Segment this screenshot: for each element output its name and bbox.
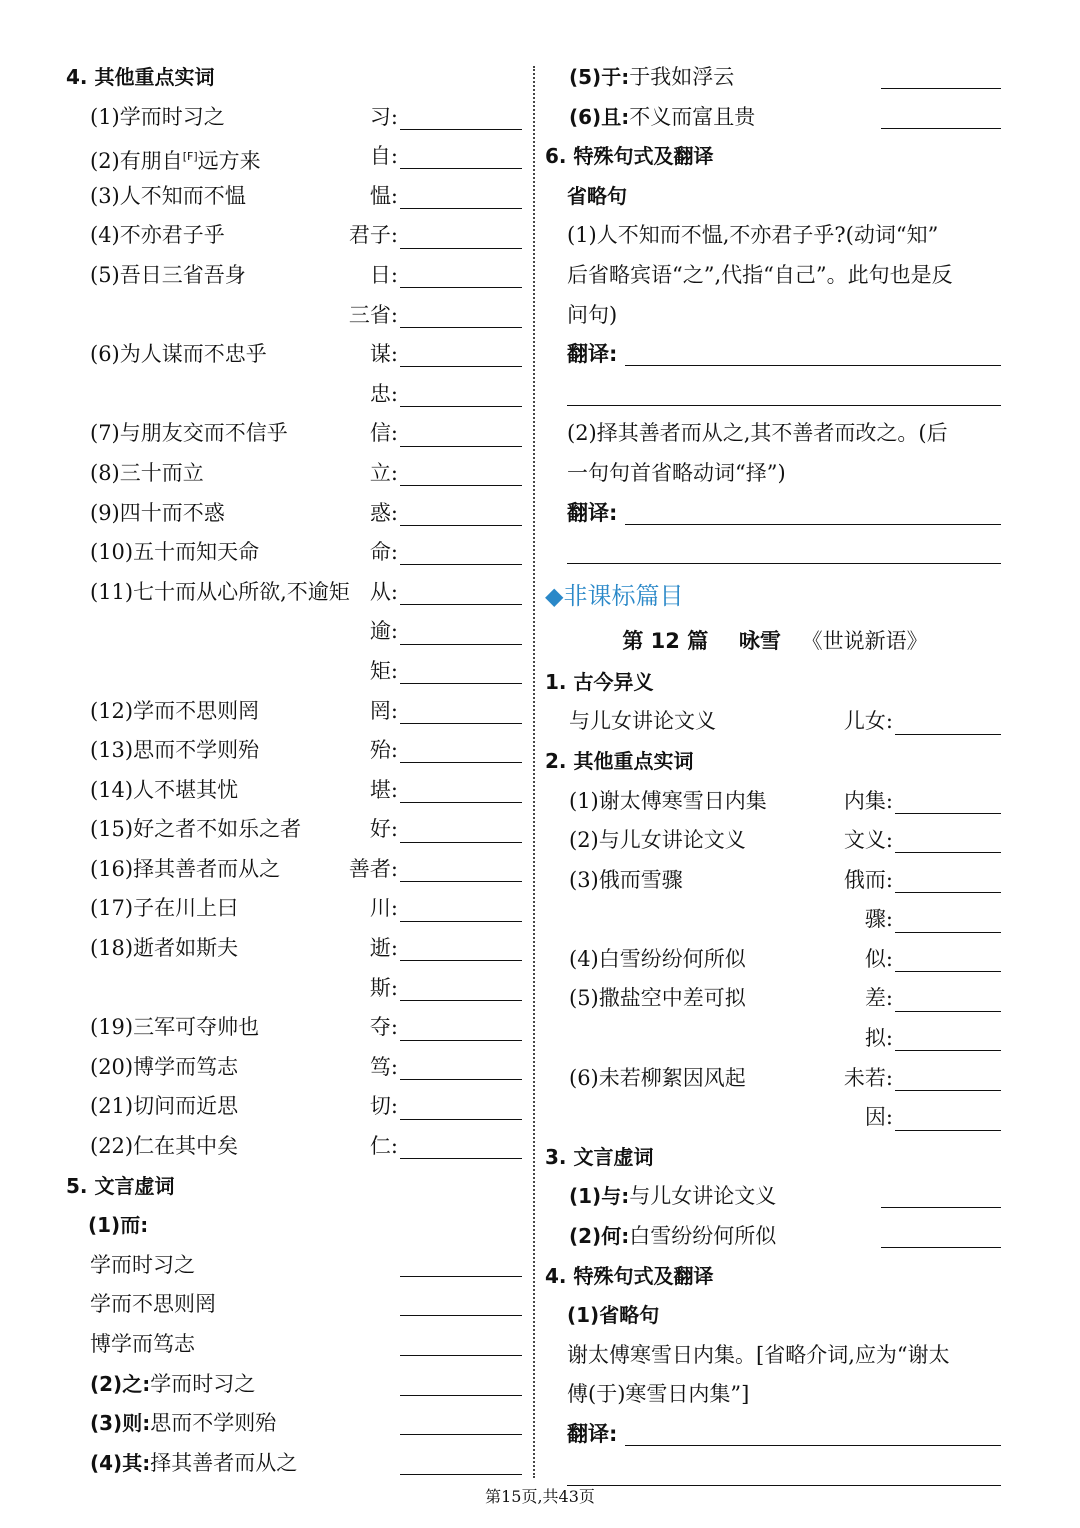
answer-blank[interactable] <box>895 789 1001 814</box>
example-1-line: (1)人不知而不愠,不亦君子乎?(动词“知” <box>567 223 939 248</box>
answer-blank[interactable] <box>400 461 522 486</box>
vocab-answer <box>370 1087 522 1127</box>
vocab-item <box>545 900 1005 940</box>
translation-label: 翻译: <box>567 1422 618 1446</box>
vocab-item <box>66 98 526 138</box>
er-item-text: 博学而笃志 <box>90 1332 195 1356</box>
example-1-line: 后省略宾语“之”,代指“自己”。此句也是反 <box>567 262 953 287</box>
answer-blank[interactable] <box>881 1183 1001 1208</box>
answer-blank[interactable] <box>895 908 1001 933</box>
vocab-item <box>66 1008 526 1048</box>
c3-title: 3. 文言虚词 <box>545 1144 654 1169</box>
vocab-item <box>66 1087 526 1127</box>
vocab-answer <box>349 296 522 336</box>
answer-blank[interactable] <box>400 1410 522 1435</box>
function-word-text: 思而不学则殆 <box>150 1411 277 1436</box>
answer-blank[interactable] <box>895 868 1001 893</box>
vocab-item <box>545 1098 1005 1138</box>
answer-blank[interactable] <box>400 699 522 724</box>
ellipsis-subtitle: 省略句 <box>567 183 627 208</box>
vocab-answer <box>370 1127 522 1167</box>
vocab-key: 愠: <box>369 183 398 208</box>
vocab-superscript: [F] <box>182 150 198 164</box>
answer-blank[interactable] <box>400 224 522 249</box>
c4-line: 谢太傅寒雪日内集。[省略介词,应为“谢太 <box>567 1342 950 1367</box>
vocab-key: 似: <box>864 946 893 971</box>
vocab-answer <box>370 1008 522 1048</box>
vocab-answer <box>844 1059 1001 1099</box>
c3-item <box>545 1177 1005 1217</box>
section-5-title: 5. 文言虚词 <box>66 1173 175 1198</box>
answer-blank[interactable] <box>400 184 522 209</box>
vocab-item <box>66 177 526 217</box>
vocab-key: 惑: <box>369 500 398 525</box>
vocab-text: (10)五十而知天命 <box>90 540 260 565</box>
answer-blank[interactable] <box>400 936 522 961</box>
vocab-key: 夺: <box>369 1015 398 1040</box>
vocab-item <box>66 296 526 336</box>
er-label: (1)而: <box>88 1213 149 1238</box>
vocab-text: (17)子在川上曰 <box>90 896 239 921</box>
left-column <box>66 58 526 1483</box>
function-word-item <box>66 1404 526 1444</box>
vocab-item <box>66 1048 526 1088</box>
answer-blank[interactable] <box>400 818 522 843</box>
vocab-item <box>66 137 526 177</box>
answer-blank[interactable] <box>400 857 522 882</box>
function-word-text: 不义而富且贵 <box>629 104 756 129</box>
er-item <box>66 1246 526 1286</box>
answer-blank[interactable] <box>895 710 1001 735</box>
vocab-answer <box>370 375 522 415</box>
answer-blank[interactable] <box>400 1016 522 1041</box>
answer-blank[interactable] <box>400 659 522 684</box>
c4-title: 4. 特殊句式及翻译 <box>545 1263 714 1288</box>
vocab-item <box>66 929 526 969</box>
function-word-label: (2)之: <box>90 1371 151 1396</box>
vocab-key: 俄而: <box>843 867 893 892</box>
answer-blank[interactable] <box>400 540 522 565</box>
vocab-text: (5)撒盐空中差可拟 <box>569 986 746 1011</box>
vocab-item <box>545 1019 1005 1059</box>
c1-key: 儿女: <box>843 709 893 734</box>
vocab-key: 仁: <box>369 1134 398 1159</box>
vocab-answer <box>370 533 522 573</box>
vocab-key: 川: <box>369 896 398 921</box>
vocab-item <box>66 731 526 771</box>
vocab-key: 骤: <box>864 907 893 932</box>
translation-row-continued <box>545 533 1005 573</box>
answer-blank[interactable] <box>895 987 1001 1012</box>
c4-subtitle: (1)省略句 <box>567 1303 660 1328</box>
function-word-item <box>66 1365 526 1405</box>
c3-label: (2)何: <box>569 1224 630 1249</box>
answer-blank[interactable] <box>400 1252 522 1277</box>
vocab-answer <box>370 771 522 811</box>
chapter-number: 第 12 篇 <box>622 628 709 653</box>
translation-blank[interactable] <box>625 341 1001 366</box>
translation-blank[interactable] <box>567 1461 1001 1486</box>
translation-row <box>545 1415 1005 1455</box>
answer-blank[interactable] <box>400 1331 522 1356</box>
vocab-key: 从: <box>369 579 398 604</box>
c1-item <box>545 702 1005 742</box>
answer-blank[interactable] <box>400 422 522 447</box>
vocab-key: 逝: <box>369 936 398 961</box>
vocab-answer <box>865 1098 1001 1138</box>
vocab-text: (21)切问而近思 <box>90 1094 239 1119</box>
vocab-key: 未若: <box>843 1065 893 1090</box>
vocab-key: 命: <box>369 540 398 565</box>
vocab-answer <box>370 137 522 177</box>
c3-label: (1)与: <box>569 1184 630 1209</box>
c1-answer <box>844 702 1001 742</box>
vocab-text: (16)择其善者而从之 <box>90 856 281 881</box>
vocab-text: (11)七十而从心所欲,不逾矩 <box>90 579 350 604</box>
vocab-item <box>545 861 1005 901</box>
answer-blank[interactable] <box>400 1134 522 1159</box>
vocab-item <box>66 969 526 1009</box>
answer-blank[interactable] <box>881 1223 1001 1248</box>
vocab-text: (1)谢太傅寒雪日内集 <box>569 788 767 813</box>
example-1-line: 问句) <box>567 302 618 327</box>
translation-label: 翻译: <box>567 500 618 525</box>
example-2-line: 一句句首省略动词“择”) <box>567 460 786 485</box>
answer-blank[interactable] <box>400 382 522 407</box>
answer-blank[interactable] <box>400 263 522 288</box>
answer-blank[interactable] <box>895 1026 1001 1051</box>
vocab-key: 切: <box>369 1094 398 1119</box>
vocab-key: 因: <box>864 1105 893 1130</box>
er-item <box>66 1285 526 1325</box>
vocab-answer <box>370 98 522 138</box>
answer-blank[interactable] <box>895 947 1001 972</box>
c4-line: 傅(于)寒雪日内集”] <box>567 1382 750 1407</box>
vocab-text: (13)思而不学则殆 <box>90 738 260 763</box>
vocab-item <box>545 979 1005 1019</box>
vocab-answer <box>844 821 1001 861</box>
answer-blank[interactable] <box>400 501 522 526</box>
vocab-answer <box>370 414 522 454</box>
vocab-text: (4)不亦君子乎 <box>90 223 225 248</box>
vocab-key: 自: <box>369 144 398 169</box>
vocab-text: 远方来 <box>197 149 261 174</box>
vocab-item <box>66 850 526 890</box>
vocab-item <box>545 1059 1005 1099</box>
column-divider <box>533 66 535 1478</box>
vocab-key: 忠: <box>369 381 398 406</box>
answer-blank[interactable] <box>400 342 522 367</box>
vocab-key: 殆: <box>369 738 398 763</box>
vocab-answer <box>844 782 1001 822</box>
vocab-answer <box>370 177 522 217</box>
vocab-text: (15)好之者不如乐之者 <box>90 817 302 842</box>
vocab-answer <box>370 652 522 692</box>
vocab-key: 谋: <box>369 342 398 367</box>
answer-blank[interactable] <box>895 1106 1001 1131</box>
page-footer: 第15页,共43页 <box>485 1487 595 1506</box>
answer-blank[interactable] <box>400 1095 522 1120</box>
vocab-item <box>66 494 526 534</box>
er-item-text: 学而时习之 <box>90 1252 195 1277</box>
answer-blank[interactable] <box>895 1066 1001 1091</box>
vocab-text: (9)四十而不惑 <box>90 500 225 525</box>
vocab-answer <box>370 810 522 850</box>
function-word-item <box>66 1444 526 1484</box>
translation-blank[interactable] <box>625 500 1001 525</box>
function-word-item <box>545 98 1005 138</box>
vocab-answer <box>370 889 522 929</box>
vocab-text: (22)仁在其中矣 <box>90 1134 239 1159</box>
vocab-key: 内集: <box>843 788 893 813</box>
vocab-answer <box>370 692 522 732</box>
vocab-text: (4)白雪纷纷何所似 <box>569 946 746 971</box>
vocab-text: (14)人不堪其忧 <box>90 777 239 802</box>
c1-text: 与儿女讲论文义 <box>569 709 716 734</box>
c3-item <box>545 1217 1005 1257</box>
vocab-text: (3)人不知而不愠 <box>90 183 246 208</box>
translation-blank[interactable] <box>625 1421 1001 1446</box>
vocab-text: (8)三十而立 <box>90 460 204 485</box>
translation-label: 翻译: <box>567 342 618 367</box>
vocab-text: (20)博学而笃志 <box>90 1054 239 1079</box>
vocab-key: 日: <box>369 262 398 287</box>
vocab-text: (2)与儿女讲论文义 <box>569 828 746 853</box>
vocab-text: (7)与朋友交而不信乎 <box>90 421 288 446</box>
chapter-title: 咏雪 <box>738 628 781 653</box>
vocab-answer <box>370 454 522 494</box>
vocab-answer <box>370 1048 522 1088</box>
chapter-heading <box>545 619 1005 663</box>
vocab-text: (18)逝者如斯夫 <box>90 936 239 961</box>
vocab-item <box>66 414 526 454</box>
function-word-text: 学而时习之 <box>150 1371 256 1396</box>
vocab-answer <box>349 216 522 256</box>
vocab-key: 罔: <box>369 698 398 723</box>
answer-blank[interactable] <box>400 303 522 328</box>
vocab-item <box>66 1127 526 1167</box>
vocab-item <box>545 940 1005 980</box>
vocab-answer <box>844 861 1001 901</box>
c1-title: 1. 古今异义 <box>545 669 654 694</box>
vocab-item <box>66 889 526 929</box>
answer-blank[interactable] <box>400 1450 522 1475</box>
vocab-key: 好: <box>369 817 398 842</box>
vocab-item <box>545 821 1005 861</box>
vocab-item <box>66 454 526 494</box>
vocab-text: (3)俄而雪骤 <box>569 867 683 892</box>
vocab-key: 堪: <box>369 777 398 802</box>
function-word-text: 于我如浮云 <box>629 65 735 89</box>
er-item <box>66 1325 526 1365</box>
answer-blank[interactable] <box>881 64 1001 89</box>
vocab-answer <box>370 573 522 613</box>
vocab-item <box>545 782 1005 822</box>
answer-blank[interactable] <box>881 104 1001 129</box>
vocab-item <box>66 256 526 296</box>
translation-row <box>545 335 1005 375</box>
vocab-answer <box>370 731 522 771</box>
vocab-item <box>66 375 526 415</box>
answer-blank[interactable] <box>400 976 522 1001</box>
vocab-answer <box>370 256 522 296</box>
answer-blank[interactable] <box>895 828 1001 853</box>
vocab-key: 善者: <box>348 856 398 881</box>
vocab-item <box>66 810 526 850</box>
vocab-answer <box>865 940 1001 980</box>
vocab-text: (12)学而不思则罔 <box>90 698 260 723</box>
c2-title: 2. 其他重点实词 <box>545 748 694 773</box>
nonstandard-section-heading: ◆非课标篇目 <box>545 581 684 610</box>
vocab-key: 差: <box>864 986 893 1011</box>
section-4-title: 4. 其他重点实词 <box>66 65 215 89</box>
example-2-line: (2)择其善者而从之,其不善者而改之。(后 <box>567 421 948 446</box>
vocab-answer <box>370 335 522 375</box>
function-word-text: 择其善者而从之 <box>150 1450 298 1475</box>
vocab-text: (1)学而时习之 <box>90 104 225 129</box>
vocab-item <box>66 533 526 573</box>
chapter-source: 《世说新语》 <box>801 628 928 653</box>
vocab-item <box>66 573 526 613</box>
vocab-text: (2)有朋自 <box>90 149 183 174</box>
c3-text: 与儿女讲论文义 <box>629 1184 777 1209</box>
vocab-answer <box>370 969 522 1009</box>
vocab-key: 三省: <box>348 302 398 327</box>
vocab-item <box>66 335 526 375</box>
vocab-answer <box>370 612 522 652</box>
vocab-answer <box>865 1019 1001 1059</box>
vocab-answer <box>865 979 1001 1019</box>
answer-blank[interactable] <box>400 778 522 803</box>
answer-blank[interactable] <box>400 897 522 922</box>
translation-blank[interactable] <box>567 381 1001 406</box>
c2-items <box>545 782 1005 1138</box>
vocab-item <box>66 652 526 692</box>
section-6-title: 6. 特殊句式及翻译 <box>545 144 714 169</box>
section-4-items <box>66 98 526 1167</box>
vocab-item <box>66 216 526 256</box>
vocab-text: (5)吾日三省吾身 <box>90 262 246 287</box>
answer-blank[interactable] <box>400 738 522 763</box>
translation-row-continued <box>545 375 1005 415</box>
answer-blank[interactable] <box>400 105 522 130</box>
vocab-text: (19)三军可夺帅也 <box>90 1015 260 1040</box>
translation-blank[interactable] <box>567 539 1001 564</box>
vocab-text: (6)未若柳絮因风起 <box>569 1065 746 1090</box>
function-word-label: (3)则: <box>90 1411 151 1436</box>
vocab-item <box>66 771 526 811</box>
vocab-item <box>66 612 526 652</box>
translation-row <box>545 494 1005 534</box>
vocab-answer <box>865 900 1001 940</box>
er-item-text: 学而不思则罔 <box>90 1292 216 1317</box>
vocab-key: 拟: <box>864 1026 893 1051</box>
vocab-text: (6)为人谋而不忠乎 <box>90 342 267 367</box>
vocab-key: 笃: <box>369 1054 398 1079</box>
answer-blank[interactable] <box>400 620 522 645</box>
right-column <box>545 58 1005 1494</box>
answer-blank[interactable] <box>400 144 522 169</box>
vocab-key: 文义: <box>843 828 893 853</box>
vocab-key: 矩: <box>369 658 398 683</box>
answer-blank[interactable] <box>400 1291 522 1316</box>
vocab-item <box>66 692 526 732</box>
function-word-label: (5)于: <box>569 65 630 89</box>
function-word-label: (6)且: <box>569 104 630 129</box>
vocab-key: 立: <box>369 460 398 485</box>
answer-blank[interactable] <box>400 580 522 605</box>
vocab-key: 斯: <box>369 975 398 1000</box>
answer-blank[interactable] <box>400 1055 522 1080</box>
c3-text: 白雪纷纷何所似 <box>629 1224 777 1249</box>
vocab-answer <box>370 494 522 534</box>
answer-blank[interactable] <box>400 1371 522 1396</box>
vocab-key: 逾: <box>369 619 398 644</box>
vocab-answer <box>349 850 522 890</box>
function-word-item <box>545 58 1005 98</box>
vocab-key: 习: <box>369 104 398 129</box>
vocab-key: 君子: <box>348 223 398 248</box>
vocab-answer <box>370 929 522 969</box>
function-word-label: (4)其: <box>90 1450 151 1475</box>
vocab-key: 信: <box>369 421 398 446</box>
